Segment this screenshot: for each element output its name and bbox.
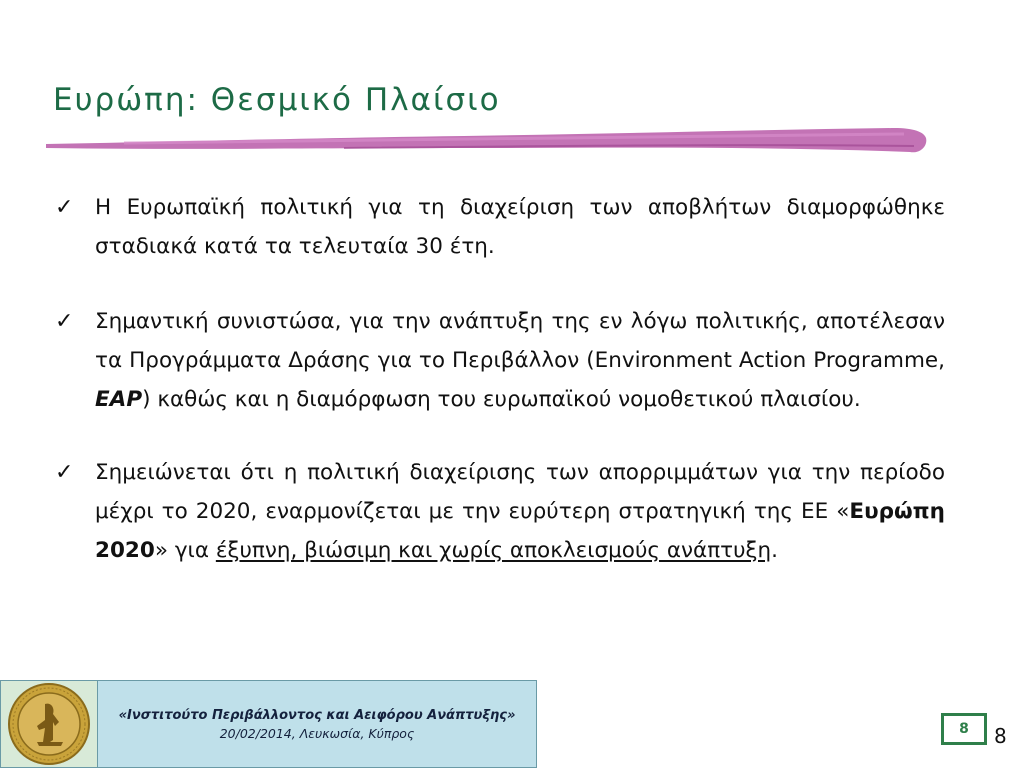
slide-title: Ευρώπη: Θεσμικό Πλαίσιο xyxy=(53,82,501,118)
footer-date-location: 20/02/2014, Λευκωσία, Κύπρος xyxy=(219,725,415,741)
footer-banner xyxy=(0,680,537,768)
checkmark-icon: ✓ xyxy=(55,195,74,220)
europe-2020-bold: Ευρώπη 2020 xyxy=(95,499,945,563)
page-badge: 8 xyxy=(941,713,987,745)
footer-organization: «Ινστιτούτο Περιβάλλοντος και Αειφόρου Ανάπτυξης» xyxy=(118,707,516,723)
footer-text xyxy=(98,681,536,767)
eap-emphasis: EAP xyxy=(95,387,143,412)
bullet-text-end: . xyxy=(771,538,778,563)
bullet-list xyxy=(55,188,945,606)
bullet-item-europe-2020 xyxy=(55,453,945,570)
university-seal-icon xyxy=(7,682,91,766)
bullet-item-eap xyxy=(55,302,945,419)
bullet-text: Σημειώνεται ότι η πολιτική διαχείρισης των απορριμμάτων για την περίοδο μέχρι το 2020, εναρμονίζεται με την ευρύτερη στρατηγική της ΕΕ « xyxy=(95,460,945,524)
bullet-text-end: ) καθώς και η διαμόρφωση του ευρωπαϊκού νομοθετικού πλαισίου. xyxy=(142,387,861,412)
brush-stroke-divider xyxy=(44,124,928,160)
bullet-item-waste-policy xyxy=(55,188,945,266)
seal-container xyxy=(1,681,98,767)
bullet-text: Η Ευρωπαϊκή πολιτική για τη διαχείριση των αποβλήτων διαμορφώθηκε σταδιακά κατά τα τελευταία 30 έτη. xyxy=(95,195,945,259)
bullet-text: Σημαντική συνιστώσα, για την ανάπτυξη της εν λόγω πολιτικής, αποτέλεσαν τα Προγράμματα Δράσης για το Περιβάλλον (Environment Action Programme, xyxy=(95,309,945,373)
growth-underlined: έξυπνη, βιώσιμη και χωρίς αποκλεισμούς ανάπτυξη xyxy=(215,538,772,563)
bullet-text-middle: » για xyxy=(154,538,216,563)
checkmark-icon: ✓ xyxy=(55,460,74,485)
checkmark-icon: ✓ xyxy=(55,309,74,334)
page-number: 8 xyxy=(994,724,1007,748)
